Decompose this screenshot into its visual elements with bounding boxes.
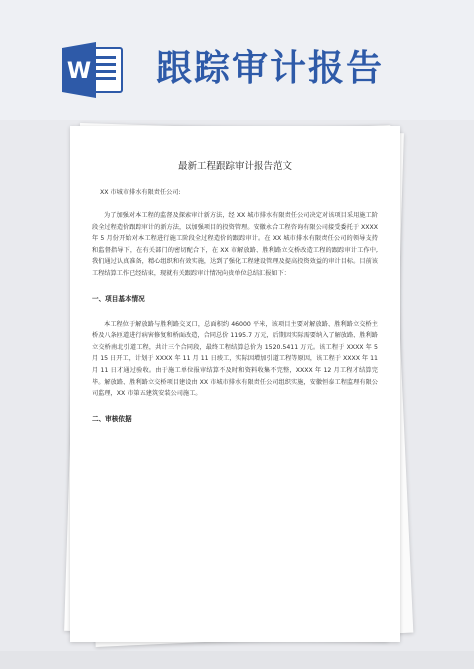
document-body xyxy=(92,160,378,439)
word-document-icon xyxy=(62,42,124,98)
section-heading-project-info: 一、项目基本情况 xyxy=(92,294,145,303)
section-heading-audit-basis: 二、审核依据 xyxy=(92,414,132,423)
banner-title: 跟踪审计报告 xyxy=(156,48,385,89)
bottom-strip xyxy=(0,651,474,669)
project-info-paragraph: 本工程位于解放路与胜利路交叉口，总面积约 46000 平米，该项目主要对解放路、胜利路立交桥主桥及八条匝道进行病害修复和桥面改造，合同总价 1195.7 万元，后期因实际需要纳入了解放路、胜利路立交桥南北引道工程，共计三个合同段，最终工程结算总价为 1520.5411 万元。该工程于 XXXX 年 5 月 15 日开工，计划于 XXXX 年 11 月 11 日竣工，实际因增加引道工程等原因，该工程于 XXXX 年 11 月 11 日才通过验收。由于施工单位报审结算不及时和资料收集不完整，XXXX 年 12 月工程才结算完毕。解放路、胜利路立交桥项目建设由 XX 市城市排水有限责任公司组织实施，安徽恒泰工程监理有限公司监理，XX 市第五建筑安装公司施工。 xyxy=(92,320,378,398)
header-banner xyxy=(0,0,474,120)
document-salutation: XX 市城市排水有限责任公司: xyxy=(100,189,181,196)
intro-paragraph: 为了加强对本工程的监督及探索审计新方法，经 XX 城市排水有限责任公司决定对该项目采用施工阶段全过程造价跟踪审计的新方法，以加强项目的投资管理。安徽永合工程咨询有限公司接受委托于 XXXX 年 5 月份开始对本工程进行施工阶段全过程造价的跟踪审计。在 XX 城市排水有限责任公司的领导支持和监督指导下，在有关部门的密切配合下，在 XX 市解放路、胜利路立交桥改造工程的跟踪审计工作中,我们通过认真准备，精心组织和有效实施，达到了强化工程建设管理及提高投资效益的审计目标。目前该工程结算工作已经结束，现就有关跟踪审计情况向贵单位总结汇报如下： xyxy=(92,212,378,277)
document-title: 最新工程跟踪审计报告范文 xyxy=(177,161,292,172)
word-logo-letter: W xyxy=(66,59,92,84)
